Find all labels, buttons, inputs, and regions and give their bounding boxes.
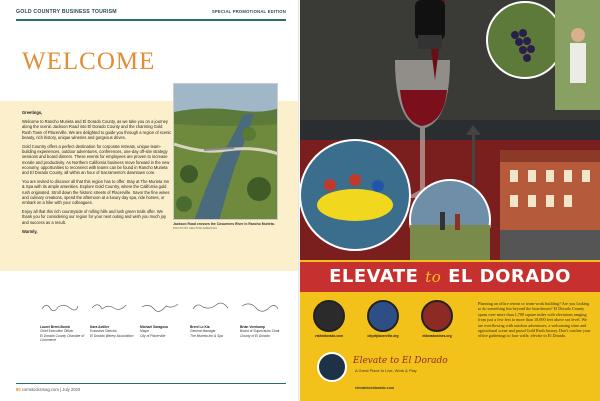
signer-name: Michael Saragosa xyxy=(140,325,168,329)
letter-greeting: Greetings, xyxy=(22,110,43,115)
signature-graphic xyxy=(190,300,230,312)
signer-block xyxy=(40,325,88,342)
signer-name: Brian Veerkamp xyxy=(240,325,265,329)
collage-image xyxy=(300,0,600,260)
aerial-river-image xyxy=(174,84,278,220)
signer-org: City of Placerville xyxy=(140,333,166,338)
signer-title: General Manager xyxy=(190,329,216,334)
footer-rule xyxy=(16,383,286,384)
el-dorado-logo-icon xyxy=(317,352,347,382)
partner-badge xyxy=(364,300,402,338)
page-title: WELCOME xyxy=(22,48,156,75)
letter-paragraph: You are invited to discover all that this region has to offer. Stay at The Murieta Inn & Spa with its ample amenities. Explore Gold Country, where the California gold rush originated. Stroll down the historic streets of Placerville. Savor the fine wines and culinary creations, spend the afternoon at a luxury day spa, ride horses, or embark on a hike with your colleagues. xyxy=(22,179,170,206)
letter-paragraph: Enjoy all that this rich countryside of rolling hills and lush green trails offer. We thank you for considering our region for your next outing and wish you much joy and success as a result. xyxy=(22,209,167,225)
signer-name: Laurel Brent-Bumb xyxy=(40,325,70,329)
signer-org: El Dorado County Chamber of Commerce xyxy=(40,333,85,342)
hero-collage xyxy=(300,0,600,260)
partner-logos xyxy=(310,300,475,350)
signature-graphic xyxy=(40,300,80,312)
partner-url: visiteldorado.com xyxy=(314,334,344,338)
header-edition: SPECIAL PROMOTIONAL EDITION xyxy=(211,9,286,14)
page-footer xyxy=(16,387,80,392)
el-dorado-brand-block xyxy=(313,350,478,395)
welcome-letter xyxy=(22,110,172,238)
brand-url: elevatetoeldorado.com xyxy=(355,386,395,390)
promo-text: Planning an office retreat or team-work building? Are you looking to do something fun beyond the boardroom? El Dorado County spans over more than 1,700 square miles with elevations ranging from just a few feet to more than 10,000 feet above sea level. We are overflowing with outdoor adventures, a welcoming wine and agricultural scene and proud Gold Rush history. Don't confine your office gatherings to four walls: elevate to El Dorado. xyxy=(478,301,591,339)
signer-title: Chief Executive Officer xyxy=(40,329,74,334)
header-rule xyxy=(16,19,286,21)
partner-url: cityofplacerville.org xyxy=(367,334,399,338)
partner-badge xyxy=(418,300,456,338)
headline-to: to xyxy=(425,268,442,286)
partner-url: eldoradowines.org xyxy=(422,334,452,338)
signer-block xyxy=(190,325,238,338)
signer-block xyxy=(140,325,188,338)
signer-name: Brent Lo Kia xyxy=(190,325,210,329)
photo-caption xyxy=(173,222,283,230)
signature-graphic xyxy=(90,300,130,312)
right-page-ad xyxy=(300,0,600,401)
signatures xyxy=(40,300,280,320)
signer-org: El Dorado Winery Association xyxy=(90,333,134,338)
letter-closing: Warmly, xyxy=(22,228,38,234)
signer-org: County of El Dorado xyxy=(240,333,270,338)
signer-title: Executive Director xyxy=(90,329,117,334)
caption-text: Jackson Road crosses the Cosumnes River in Rancho Murieta. xyxy=(173,222,275,226)
photo-credit: PHOTO BY HECTOR AMEZCUA xyxy=(173,226,218,230)
partner-badge xyxy=(310,300,348,338)
signature-graphic xyxy=(240,300,280,312)
letter-paragraph: Welcome to Rancho Murieta and El Dorado County, as we take you on a journey along the scenic Jackson Road into El Dorado County and the charming Gold Rush Town of Placerville. We are delighted to guide you through a region of scenic beauty, rich history, unique wineries and gorgeous drives. xyxy=(22,119,172,140)
signer-name: Kara Astiller xyxy=(90,325,110,329)
signer-block xyxy=(90,325,138,338)
footer-text: comstocksmag.com | July 2020 xyxy=(21,387,81,392)
signer-block xyxy=(240,325,288,338)
letter-paragraph: Gold Country offers a perfect destination for corporate retreats, unique team-building experiences, outdoor adventures, conferences, one-day off-site strategy sessions and board dinners. These events for employees are proven to increase morale and productivity. As Northern California business move forward in the new economy, opportunities to reconnect with teams can be found in Rancho Murieta and El Dorado County, all within an hour of Sacramento's downtown core. xyxy=(22,144,170,176)
header-title: GOLD COUNTRY BUSINESS TOURISM xyxy=(16,9,117,15)
signer-title: Board of Supervisors Chair xyxy=(240,329,280,334)
signer-org: The Murieta Inn & Spa xyxy=(190,333,223,338)
brand-title: Elevate to El Dorado xyxy=(353,356,448,366)
signature-graphic xyxy=(140,300,180,312)
visit-el-dorado-logo-icon xyxy=(313,300,345,332)
brand-tagline: A Great Place to Live, Work & Play xyxy=(355,368,417,373)
placerville-seal-icon xyxy=(367,300,399,332)
signer-title: Mayor xyxy=(140,329,150,334)
river-bridge-photo xyxy=(173,83,278,220)
page-number: 80 xyxy=(16,387,21,392)
headline-banner xyxy=(300,262,600,292)
winery-association-logo-icon xyxy=(421,300,453,332)
headline-el-dorado: EL DORADO xyxy=(448,266,571,287)
headline-elevate: ELEVATE xyxy=(329,266,419,287)
